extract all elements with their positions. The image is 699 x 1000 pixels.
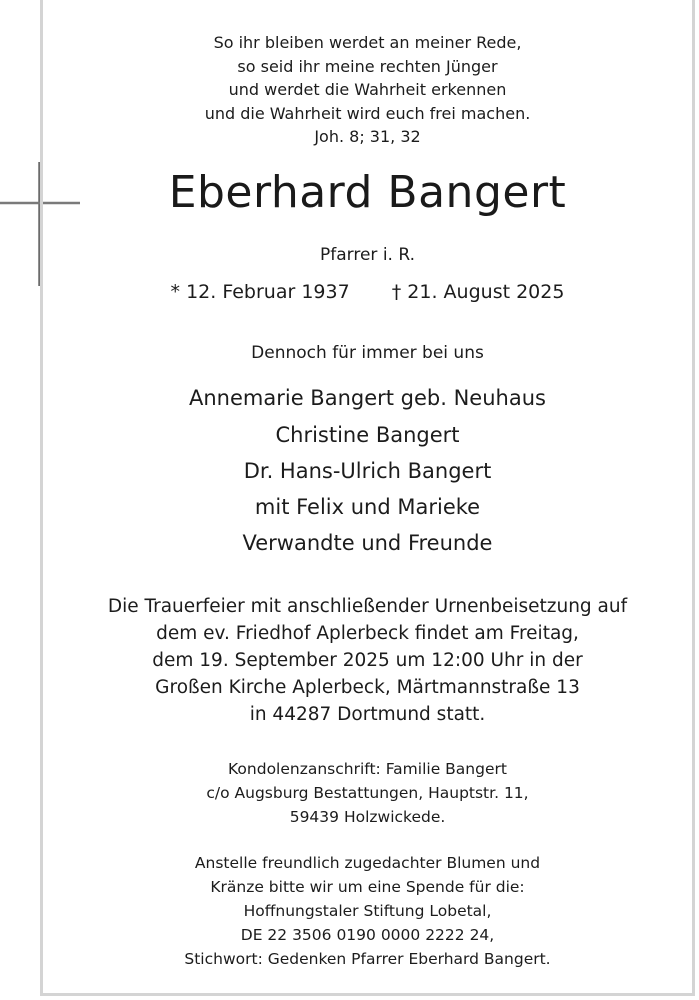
donation-line: DE 22 3506 0190 0000 2222 24,	[240, 926, 495, 944]
condolence-line: 59439 Holzwickede.	[289, 808, 446, 826]
ceremony-line: dem ev. Friedhof Aplerbeck findet am Freitag,	[156, 623, 579, 644]
donation-line: Anstelle freundlich zugedachter Blumen und	[194, 854, 541, 872]
condolence-line: Kondolenzanschrift: Familie Bangert	[228, 760, 507, 778]
family-member: Christine Bangert	[275, 423, 460, 447]
family-member: mit Felix und Marieke	[254, 495, 481, 519]
verse-line: und die Wahrheit wird euch frei machen.	[204, 104, 531, 123]
condolence-line: c/o Augsburg Bestattungen, Hauptstr. 11,	[206, 784, 529, 802]
verse-line: So ihr bleiben werdet an meiner Rede,	[213, 33, 522, 52]
life-dates	[43, 281, 692, 303]
donation-line: Kränze bitte wir um eine Spende für die:	[210, 878, 525, 896]
ceremony-line: Großen Kirche Aplerbeck, Märtmannstraße 13	[155, 677, 580, 698]
family-member: Annemarie Bangert geb. Neuhaus	[189, 386, 546, 410]
family-member: Verwandte und Freunde	[242, 531, 493, 555]
death-date: † 21. August 2025	[391, 281, 565, 303]
motto: Dennoch für immer bei uns	[251, 343, 484, 363]
ceremony-line: dem 19. September 2025 um 12:00 Uhr in der	[152, 650, 583, 671]
obituary-notice	[40, 0, 695, 996]
ceremony-line: in 44287 Dortmund statt.	[249, 704, 486, 725]
verse-line: und werdet die Wahrheit erkennen	[228, 80, 507, 99]
verse-reference: Joh. 8; 31, 32	[314, 127, 421, 146]
deceased-title: Pfarrer i. R.	[320, 245, 415, 265]
ceremony-line: Die Trauerfeier mit anschließender Urnenbeisetzung auf	[107, 596, 628, 617]
deceased-name: Eberhard Bangert	[168, 167, 567, 218]
verse-line: so seid ihr meine rechten Jünger	[237, 57, 498, 76]
family-member: Dr. Hans-Ulrich Bangert	[243, 459, 492, 483]
donation-line: Stichwort: Gedenken Pfarrer Eberhard Bangert.	[184, 950, 551, 968]
donation-line: Hoffnungstaler Stiftung Lobetal,	[243, 902, 492, 920]
birth-date: * 12. Februar 1937	[170, 281, 350, 303]
